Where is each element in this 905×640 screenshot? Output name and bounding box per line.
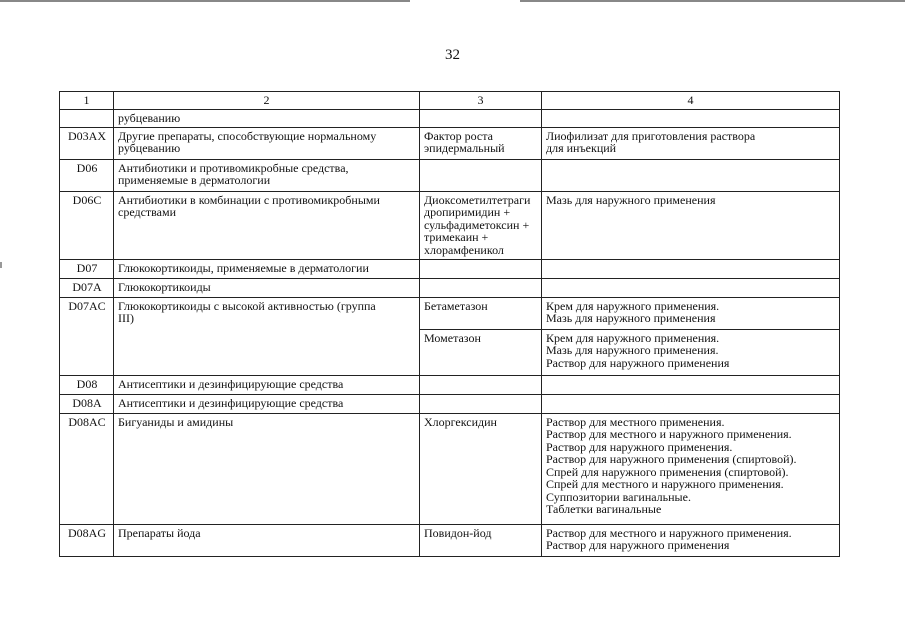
- dosage-form-cell: [542, 297, 840, 329]
- substance-cell-line: Хлоргексидин: [424, 414, 497, 429]
- dosage-form-cell-line: Раствор для местного и наружного применения.: [546, 525, 792, 540]
- group-name-cell: [114, 191, 420, 259]
- substance-cell-line: эпидермальный: [424, 141, 505, 155]
- substance-cell-line: дропиримидин +: [424, 205, 511, 219]
- column-header-3: 3: [420, 92, 542, 110]
- group-name-cell: [114, 259, 420, 278]
- dosage-form-cell: [542, 375, 840, 394]
- substance-cell: [420, 278, 542, 297]
- dosage-form-cell: [542, 110, 840, 128]
- substance-cell-line: тримекаин +: [424, 230, 489, 244]
- dosage-form-cell: [542, 127, 840, 159]
- group-name-cell-line: Бигуаниды и амидины: [118, 414, 234, 429]
- group-name-cell: [114, 159, 420, 191]
- column-header-2: 2: [114, 92, 420, 110]
- table-row: [60, 191, 840, 259]
- atc-code-cell: D08AG: [60, 524, 114, 556]
- atc-code-cell: D07A: [60, 278, 114, 297]
- atc-code-cell: [60, 110, 114, 128]
- table-row: [60, 259, 840, 278]
- substance-cell: [420, 297, 542, 329]
- table-row: [60, 297, 840, 329]
- group-name-cell: [114, 375, 420, 394]
- drug-classification-table: [59, 91, 840, 557]
- dosage-form-cell-line: Суппозитории вагинальные.: [546, 489, 691, 504]
- group-name-cell-line: Антисептики и дезинфицирующие средства: [118, 395, 344, 410]
- atc-code-cell: D08A: [60, 394, 114, 413]
- dosage-form-cell-line: Мазь для наружного применения.: [546, 343, 719, 357]
- atc-code-cell: D06C: [60, 191, 114, 259]
- substance-cell-line: Бетаметазон: [424, 298, 488, 313]
- substance-cell: [420, 524, 542, 556]
- group-name-cell: [114, 127, 420, 159]
- substance-cell: [420, 191, 542, 259]
- table-row: [60, 413, 840, 524]
- substance-cell-line: Диоксометилтетраги: [424, 192, 531, 207]
- atc-code-cell: D07: [60, 259, 114, 278]
- dosage-form-cell: [542, 524, 840, 556]
- dosage-form-cell-line: Раствор для наружного применения.: [546, 439, 733, 454]
- group-name-cell-line: применяемые в дерматологии: [118, 173, 271, 187]
- dosage-form-cell: [542, 329, 840, 375]
- dosage-form-cell-line: Мазь для наружного применения: [546, 311, 716, 325]
- atc-code-cell: D06: [60, 159, 114, 191]
- substance-cell: [420, 259, 542, 278]
- dosage-form-cell-line: Спрей для местного и наружного применения.: [546, 477, 784, 491]
- group-name-cell-line: Глюкокортикоиды с высокой активностью (группа: [118, 298, 376, 313]
- table-row: [60, 394, 840, 413]
- group-name-cell: [114, 524, 420, 556]
- substance-cell: [420, 329, 542, 375]
- dosage-form-cell-line: Раствор для местного применения.: [546, 414, 725, 429]
- group-name-cell-line: Глюкокортикоиды, применяемые в дерматологии: [118, 260, 369, 275]
- dosage-form-cell: [542, 413, 840, 524]
- column-header-4: 4: [542, 92, 840, 110]
- substance-cell-line: хлорамфеникол: [424, 242, 504, 257]
- group-name-cell-line: Другие препараты, способствующие нормальному: [118, 128, 377, 143]
- dosage-form-cell-line: Раствор для наружного применения: [546, 538, 730, 552]
- substance-cell: [420, 110, 542, 128]
- column-header-1: 1: [60, 92, 114, 110]
- dosage-form-cell-line: Спрей для наружного применения (спиртовой).: [546, 464, 789, 479]
- dosage-form-cell-line: Раствор для местного и наружного применения.: [546, 427, 792, 441]
- page-number: 32: [445, 47, 460, 63]
- atc-code-cell: D08AC: [60, 413, 114, 524]
- substance-cell: [420, 375, 542, 394]
- atc-code-cell: D07AC: [60, 297, 114, 375]
- group-name-cell: [114, 110, 420, 128]
- dosage-form-cell-line: Лиофилизат для приготовления раствора: [546, 128, 756, 143]
- dosage-form-cell-line: Мазь для наружного применения: [546, 192, 716, 207]
- dosage-form-cell-line: Таблетки вагинальные: [546, 502, 662, 516]
- dosage-form-cell: [542, 191, 840, 259]
- substance-cell-line: Повидон-йод: [424, 525, 492, 540]
- atc-code-cell: D03AX: [60, 127, 114, 159]
- dosage-form-cell: [542, 259, 840, 278]
- top-border-line: [0, 0, 905, 2]
- dosage-form-cell-line: Раствор для наружного применения: [546, 355, 730, 370]
- dosage-form-cell-line: Крем для наружного применения.: [546, 330, 720, 345]
- table-row: [60, 375, 840, 394]
- table-header-row: [60, 92, 840, 110]
- atc-code-cell: D08: [60, 375, 114, 394]
- table-row: [60, 110, 840, 128]
- dosage-form-cell: [542, 159, 840, 191]
- dosage-form-cell: [542, 278, 840, 297]
- dosage-form-cell-line: Раствор для наружного применения (спиртовой).: [546, 452, 797, 466]
- group-name-cell-line: рубцеванию: [118, 141, 181, 155]
- group-name-cell-line: Антибиотики и противомикробные средства,: [118, 160, 349, 175]
- table-row: [60, 278, 840, 297]
- dosage-form-cell: [542, 394, 840, 413]
- table-row: [60, 524, 840, 556]
- substance-cell-line: сульфадиметоксин +: [424, 217, 530, 232]
- table-row: [60, 127, 840, 159]
- substance-cell: [420, 127, 542, 159]
- dosage-form-cell-line: для инъекций: [546, 141, 617, 155]
- dosage-form-cell-line: Крем для наружного применения.: [546, 298, 720, 313]
- group-name-cell-line: Антибиотики в комбинации с противомикробными: [118, 192, 380, 207]
- group-name-cell-line: Препараты йода: [118, 525, 201, 540]
- group-name-cell: [114, 278, 420, 297]
- group-name-cell-line: Глюкокортикоиды: [118, 279, 211, 294]
- substance-cell: [420, 413, 542, 524]
- group-name-cell-line: Антисептики и дезинфицирующие средства: [118, 376, 344, 391]
- group-name-cell: [114, 394, 420, 413]
- margin-mark: [0, 262, 2, 268]
- substance-cell-line: Мометазон: [424, 330, 481, 345]
- substance-cell-line: Фактор роста: [424, 128, 493, 143]
- group-name-cell-line: средствами: [118, 205, 177, 219]
- table-row: [60, 159, 840, 191]
- substance-cell: [420, 159, 542, 191]
- group-name-cell: [114, 413, 420, 524]
- group-name-cell-line: III): [118, 311, 134, 325]
- group-name-cell-line: рубцеванию: [118, 111, 181, 125]
- group-name-cell: [114, 297, 420, 375]
- substance-cell: [420, 394, 542, 413]
